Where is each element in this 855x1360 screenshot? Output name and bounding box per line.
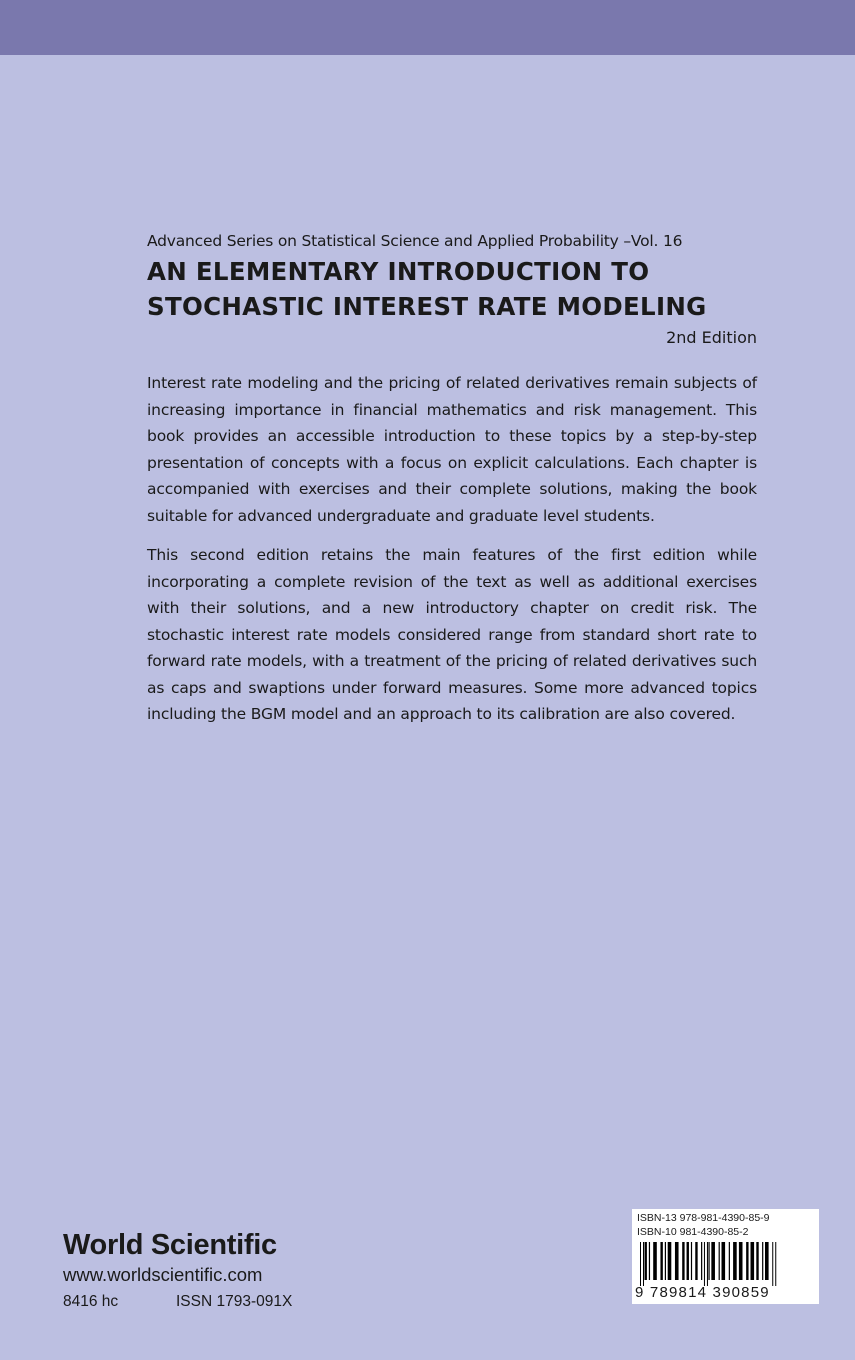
issn-number: ISSN 1793-091X — [176, 1293, 293, 1310]
barcode-icon — [638, 1242, 814, 1286]
description-paragraph-2: This second edition retains the main features of the first edition while incorporating a complete revision of the text as well as additional exercises with their solutions, and a new introductory chapter on credit risk. The stochastic interest rate models considered range from standard short rate to forward rate models, with a treatment of the pricing of related derivatives such as caps and swaptions under forward measures. Some more advanced topics including the BGM model and an approach to its calibration are also covered. — [147, 546, 757, 723]
description-paragraph-1: Interest rate modeling and the pricing of related derivatives remain subjects of increasing importance in financial mathematics and risk management. This book provides an accessible introduction to these topics by a step-by-step presentation of concepts with a focus on explicit calculations. Each chapter is accompanied with exercises and their complete solutions, making the book suitable for advanced undergraduate and graduate level students. — [147, 374, 757, 525]
barcode-box — [632, 1209, 819, 1304]
isbn-13-label: ISBN-13 978-981-4390-85-9 — [637, 1212, 770, 1224]
edition-label: 2nd Edition — [666, 328, 757, 347]
back-cover-content — [147, 228, 757, 728]
publisher-url[interactable]: www.worldscientific.com — [63, 1264, 263, 1285]
series-title: Advanced Series on Statistical Science and Applied Probability –Vol. 16 — [147, 232, 683, 250]
publisher-codes — [63, 1290, 292, 1314]
publisher-block — [63, 1228, 292, 1314]
top-color-band — [0, 0, 855, 55]
publisher-name: World Scientific — [63, 1229, 277, 1261]
barcode-digits: 9 789814 390859 — [635, 1284, 770, 1301]
isbn-10-label: ISBN-10 981-4390-85-2 — [637, 1226, 749, 1238]
catalog-code: 8416 hc — [63, 1293, 119, 1310]
book-title-line-1: AN ELEMENTARY INTRODUCTION TO — [147, 257, 650, 286]
book-title-line-2: STOCHASTIC INTEREST RATE MODELING — [147, 292, 707, 321]
